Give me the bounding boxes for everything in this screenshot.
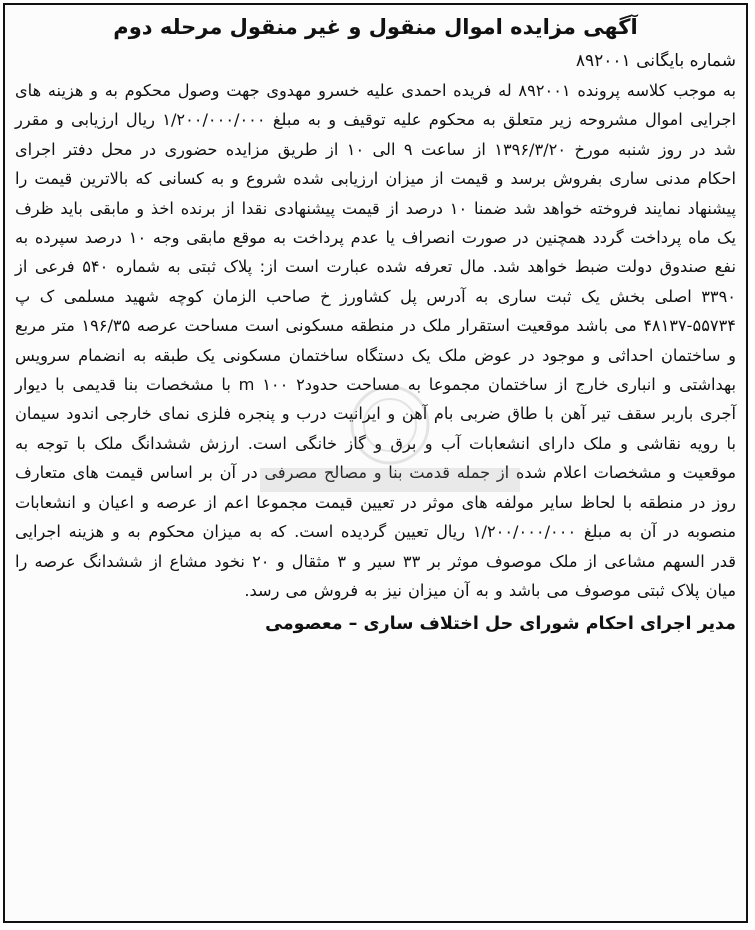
signature-line: مدیر اجرای احکام شورای حل اختلاف ساری – معصومی — [265, 614, 736, 635]
notice-body: به موجب کلاسه پرونده ۸۹۲۰۰۱ له فریده احمدی علیه خسرو مهدوی جهت وصول محکوم به و هزینه های اجرایی اموال مشروحه زیر متعلق به محکوم علیه توقیف و به مبلغ ۱/۲۰۰/۰۰۰/۰۰۰ ریال ارزیابی و مقرر شد در روز شنبه مورخ ۱۳۹۶/۳/۲۰ از ساعت ۹ الی ۱۰ از طریق مزایده حضوری در محل دفتر اجرای احکام مدنی ساری بفروش برسد و قیمت از میزان ارزیابی شده شروع و به کسانی که بالاترین قیمت را پیشنهاد نمایند فروخته خواهد شد ضمنا ۱۰ درصد از قیمت پیشنهادی نقدا از برنده اخذ و مابقی باید ظرف یک ماه پرداخت گردد همچنین در صورت انصراف یا عدم پرداخت به موقع مابقی وجه ۱۰ درصد سپرده به نفع صندوق دولت ضبط خواهد شد. مال تعرفه شده عبارت است از: پلاک ثبتی به شماره ۵۴۰ فرعی از ۳۳۹۰ اصلی بخش یک ثبت ساری به آدرس پل کشاورز خ صاحب الزمان کوچه شهید مسلمی ک پ ۵۵۷۳۴-۴۸۱۳۷ می باشد موقعیت استقرار ملک در منطقه مسکونی است مساحت عرصه ۱۹۶/۳۵ متر مربع و ساختمان احداثی و موجود در عوض ملک یک دستگاه ساختمان مسکونی یک طبقه به انضمام سرویس بهداشتی و انباری خارج از ساختمان مجموعا به مساحت حدود۲ m ۱۰۰ با مشخصات بنا قدیمی با دیوار آجری باربر سقف تیر آهن با طاق ضربی بام آهن و ایرانیت درب و پنجره فلزی نمای خارجی اندود سیمان با رویه نقاشی و ملک دارای انشعابات آب و برق و گاز خانگی است. ارزش ششدانگ ملک با توجه به موقعیت و مشخصات اعلام شده از جمله قدمت بنا و مصالح مصرفی در آن بر اساس قیمت های متعارف روز در منطقه با لحاظ سایر مولفه های موثر در تعیین قیمت مجموعا اعم از عرصه و اعیان و انشعابات منصوبه در آن به مبلغ ۱/۲۰۰/۰۰۰/۰۰۰ ریال تعیین گردیده است. که به میزان محکوم به و هزینه اجرایی قدر السهم مشاعی از ملک موصوف موثر بر ۳۳ سیر و ۳ مثقال و ۲۰ نخود مشاع از ششدانگ عرصه را میان پلاک ثبتی موصوف می باشد و به آن میزان نیز به فروش می رسد. — [15, 81, 736, 600]
auction-notice — [5, 5, 746, 639]
notice-title: آگهی مزایده اموال منقول و غیر منقول مرحله دوم — [113, 15, 638, 39]
notice-frame — [3, 3, 748, 923]
archive-number: شماره بایگانی ۸۹۲۰۰۱ — [575, 51, 736, 71]
